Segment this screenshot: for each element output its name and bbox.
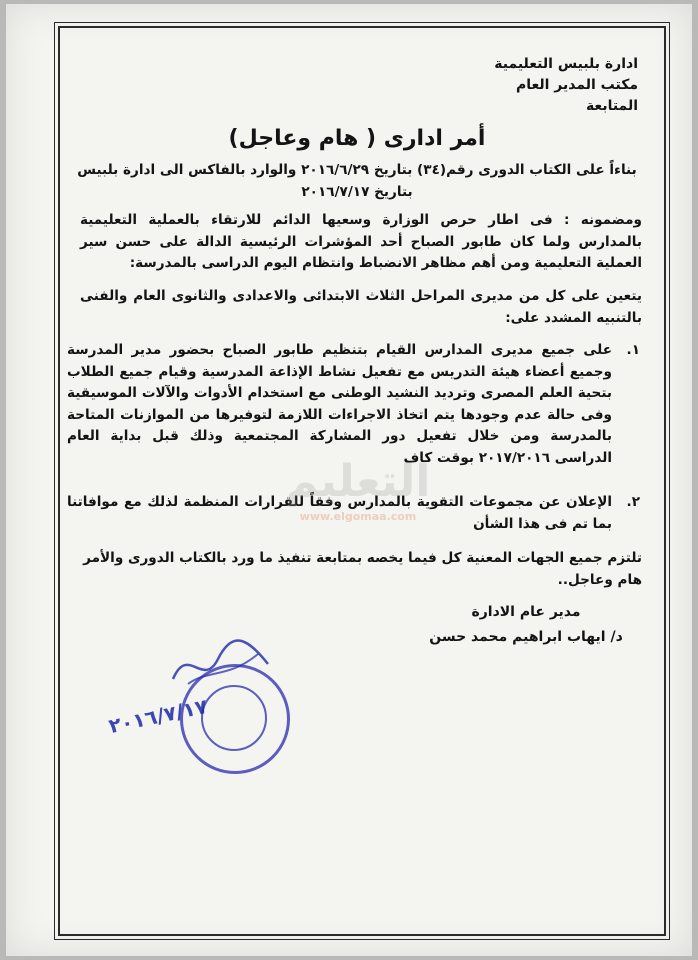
- list-item-text: الإعلان عن مجموعات التقوية بالمدارس وفقاً للقرارات المنظمة لذلك مع موافاتنا بما تم فى هذا الشأن: [67, 494, 612, 532]
- letterhead: [494, 54, 638, 117]
- letterhead-line: المتابعة: [585, 98, 638, 114]
- watermark: [178, 454, 538, 564]
- content-paragraph: ومضمونه : فى اطار حرص الوزارة وسعيها الدائم للارتقاء بالعملية التعليمية بالمدارس ولما كان طابور الصباح أحد المؤشرات الرئيسية الدالة على حسن سير العملية التعليمية ومن أهم مظاهر الانضباط وانتظام اليوم الدراسى بالمدرسة:: [80, 212, 642, 271]
- instruction-paragraph: يتعين على كل من مديرى المراحل الثلاث الابتدائى والاعدادى والثانوى العام والفنى بالتنبيه المشدد على:: [80, 288, 642, 326]
- reference-paragraph: بناءاً على الكتاب الدورى رقم(٣٤) بتاريخ ٢٠١٦/٦/٢٩ والوارد بالفاكس الى ادارة بلبيس بتاريخ ٢٠١٦/٧/١٧: [77, 162, 637, 200]
- signature-block: [406, 600, 646, 650]
- document-title: أمر ادارى ( هام وعاجل): [228, 126, 486, 151]
- letterhead-line: ادارة بلبيس التعليمية: [494, 56, 638, 72]
- signature-title: مدير عام الادارة: [471, 604, 581, 620]
- list-item: [67, 340, 642, 469]
- watermark-url: www.elgomaa.com: [299, 510, 417, 523]
- letterhead-line: مكتب المدير العام: [515, 77, 638, 93]
- list-item-number: ٢.: [626, 494, 640, 510]
- signature-name: د/ ايهاب ابراهيم محمد حسن: [429, 629, 623, 645]
- handwritten-date: ٢٠١٦/٧/١٧: [106, 693, 210, 739]
- document-body: [68, 34, 646, 924]
- list-item-text: على جميع مديرى المدارس القيام بتنظيم طابور الصباح بحضور مدير المدرسة وجميع أعضاء هيئة التدريس مع تفعيل نشاط الإذاعة المدرسية وقيام جميع الطلاب بتحية العلم المصرى وترديد النشيد الوطنى مع استخدام الأدوات والآلات الموسيقية وفى حالة عدم وجودها يتم اتخاذ الاجراءات اللازمة لتوفيرها من الموازنات المتاحة بالمدرسة ومن خلال تفعيل دور المشاركة المجتمعية وذلك قبل بداية العام الدراسى ٢٠١٧/٢٠١٦ بوقت كاف: [67, 342, 612, 466]
- stamp-emblem: [201, 685, 267, 751]
- closing-paragraph: تلتزم جميع الجهات المعنية كل فيما يخصه بمتابعة تنفيذ ما ورد بالكتاب الدورى والأمر هام وعاجل..: [83, 550, 642, 588]
- list-item-number: ١.: [626, 342, 640, 358]
- watermark-logo-text: التعليم: [285, 456, 431, 507]
- document-page: [6, 4, 692, 956]
